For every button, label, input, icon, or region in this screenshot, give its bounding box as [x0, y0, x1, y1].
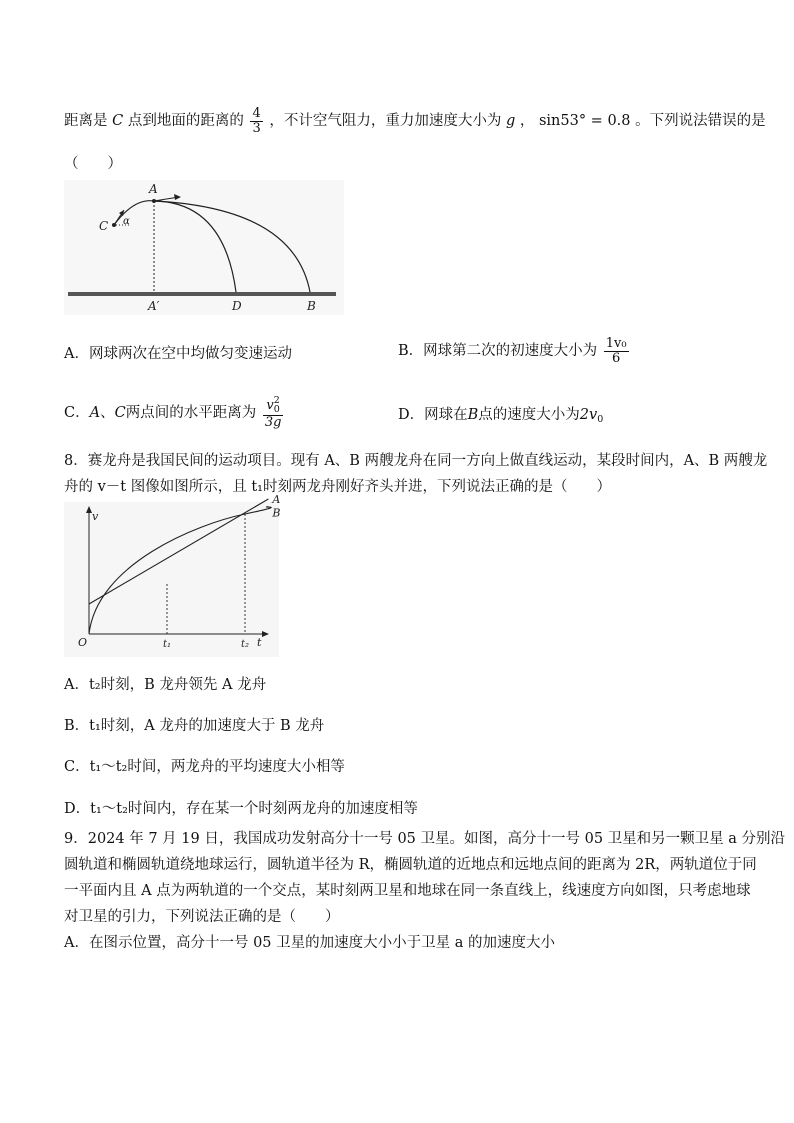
- q7-option-c-pre: C．: [64, 405, 90, 421]
- q7-option-d: [398, 403, 603, 427]
- q7-label-A-prime: A′: [148, 299, 160, 313]
- q7-option-b-den: 6: [612, 350, 621, 366]
- q7-fraction: [250, 107, 262, 135]
- series-label-b: B: [272, 506, 281, 520]
- q7-point-c: [112, 223, 116, 227]
- q9-stem-line1: 9．2024 年 7 月 19 日，我国成功发射高分十一号 05 卫星。如图，高分十一号 05 卫星和另一颗卫星 a 分别沿: [64, 831, 786, 847]
- tick-label-t2: t₂: [241, 639, 250, 650]
- q7-answer-paren: （ ）: [64, 156, 122, 172]
- q7-option-b-num: 1v₀: [605, 335, 627, 351]
- q7-option-d-text2: 点的速度大小为: [478, 407, 580, 423]
- q7-option-c: [64, 396, 285, 430]
- q8-option-a: A．t₂时刻，B 龙舟领先 A 龙舟: [64, 677, 267, 693]
- q8-stem-line1: 8．赛龙舟是我国民间的运动项目。现有 A、B 两艘龙舟在同一方向上做直线运动，某段时间内，A、B 两艘龙: [64, 453, 768, 469]
- q7-frac-num: 4: [252, 105, 261, 121]
- q7-stem-part4: ，: [519, 113, 535, 129]
- q7-stem-g: g: [505, 113, 516, 129]
- q7-option-c-A: A: [89, 405, 101, 421]
- q7-label-alpha: α: [123, 216, 130, 227]
- q8-option-b: B．t₁时刻，A 龙舟的加速度大于 B 龙舟: [64, 718, 325, 734]
- q7-point-a: [152, 199, 156, 203]
- q9-stem-line4: 对卫星的引力，下列说法正确的是（ ）: [64, 909, 340, 925]
- q9-stem-line3: 一平面内且 A 点为两轨道的一个交点，某时刻两卫星和地球在同一条直线上，线速度方向如图，只考虑地球: [64, 883, 751, 899]
- q7-option-b-frac: [604, 337, 629, 365]
- q8-stem-line2: 舟的 v－t 图像如图所示，且 t₁时刻两龙舟刚好齐头并进，下列说法正确的是（ ）: [64, 479, 611, 495]
- q7-option-c-num: $v^2_0$: [263, 396, 284, 416]
- q9-option-a: A．在图示位置，高分十一号 05 卫星的加速度大小小于卫星 a 的加速度大小: [64, 935, 556, 951]
- q8-xlabel: t: [257, 636, 262, 649]
- q7-option-c-sep: 、: [100, 405, 115, 421]
- q7-option-b: [398, 336, 631, 366]
- q7-stem-line: [64, 106, 766, 136]
- q7-option-d-B: B: [467, 407, 479, 423]
- q7-label-A: A: [149, 182, 158, 196]
- q7-option-d-sub: 0: [597, 414, 604, 425]
- q8-vt-chart: [64, 493, 281, 657]
- q8-option-c: C．t₁～t₂时间，两龙舟的平均速度大小相等: [64, 759, 345, 775]
- q7-option-d-text: D．网球在: [398, 407, 468, 423]
- q7-frac-den: 3: [252, 120, 261, 136]
- series-label-a: A: [272, 493, 281, 506]
- q7-trajectory-figure: [64, 180, 344, 315]
- q7-stem-part2: 点到地面的距离的: [127, 113, 244, 129]
- q7-option-c-den: 3g: [264, 415, 282, 431]
- q7-stem-part1: 距离是: [64, 113, 108, 129]
- q9-stem-line2: 圆轨道和椭圆轨道绕地球运行，圆轨道半径为 R，椭圆轨道的近地点和远地点间的距离为 2R，两轨道位于同: [64, 857, 757, 873]
- q7-sin-expr: sin53° = 0.8: [538, 113, 631, 129]
- q7-stem-part5: 。下列说法错误的是: [635, 113, 766, 129]
- q7-option-c-text: 两点间的水平距离为: [125, 405, 257, 421]
- q7-option-d-val: 2v: [579, 407, 598, 423]
- q8-option-d: D．t₁～t₂时间内，存在某一个时刻两龙舟的加速度相等: [64, 801, 418, 817]
- q7-label-D: D: [232, 299, 242, 313]
- q7-ground: [68, 292, 336, 296]
- q7-label-C: C: [99, 219, 109, 233]
- q8-ylabel: v: [92, 510, 99, 523]
- q7-option-a: A．网球两次在空中均做匀变速运动: [64, 346, 292, 362]
- q7-stem-part3: ，不计空气阻力，重力加速度大小为: [269, 113, 502, 129]
- q8-origin-label: O: [78, 636, 88, 649]
- q7-option-c-frac: [263, 396, 284, 430]
- q7-label-B: B: [307, 299, 316, 313]
- tick-label-t1: t₁: [163, 639, 172, 650]
- q7-stem-C: C: [112, 113, 124, 129]
- q7-option-c-C: C: [114, 405, 126, 421]
- q7-option-b-text: B．网球第二次的初速度大小为: [398, 343, 598, 359]
